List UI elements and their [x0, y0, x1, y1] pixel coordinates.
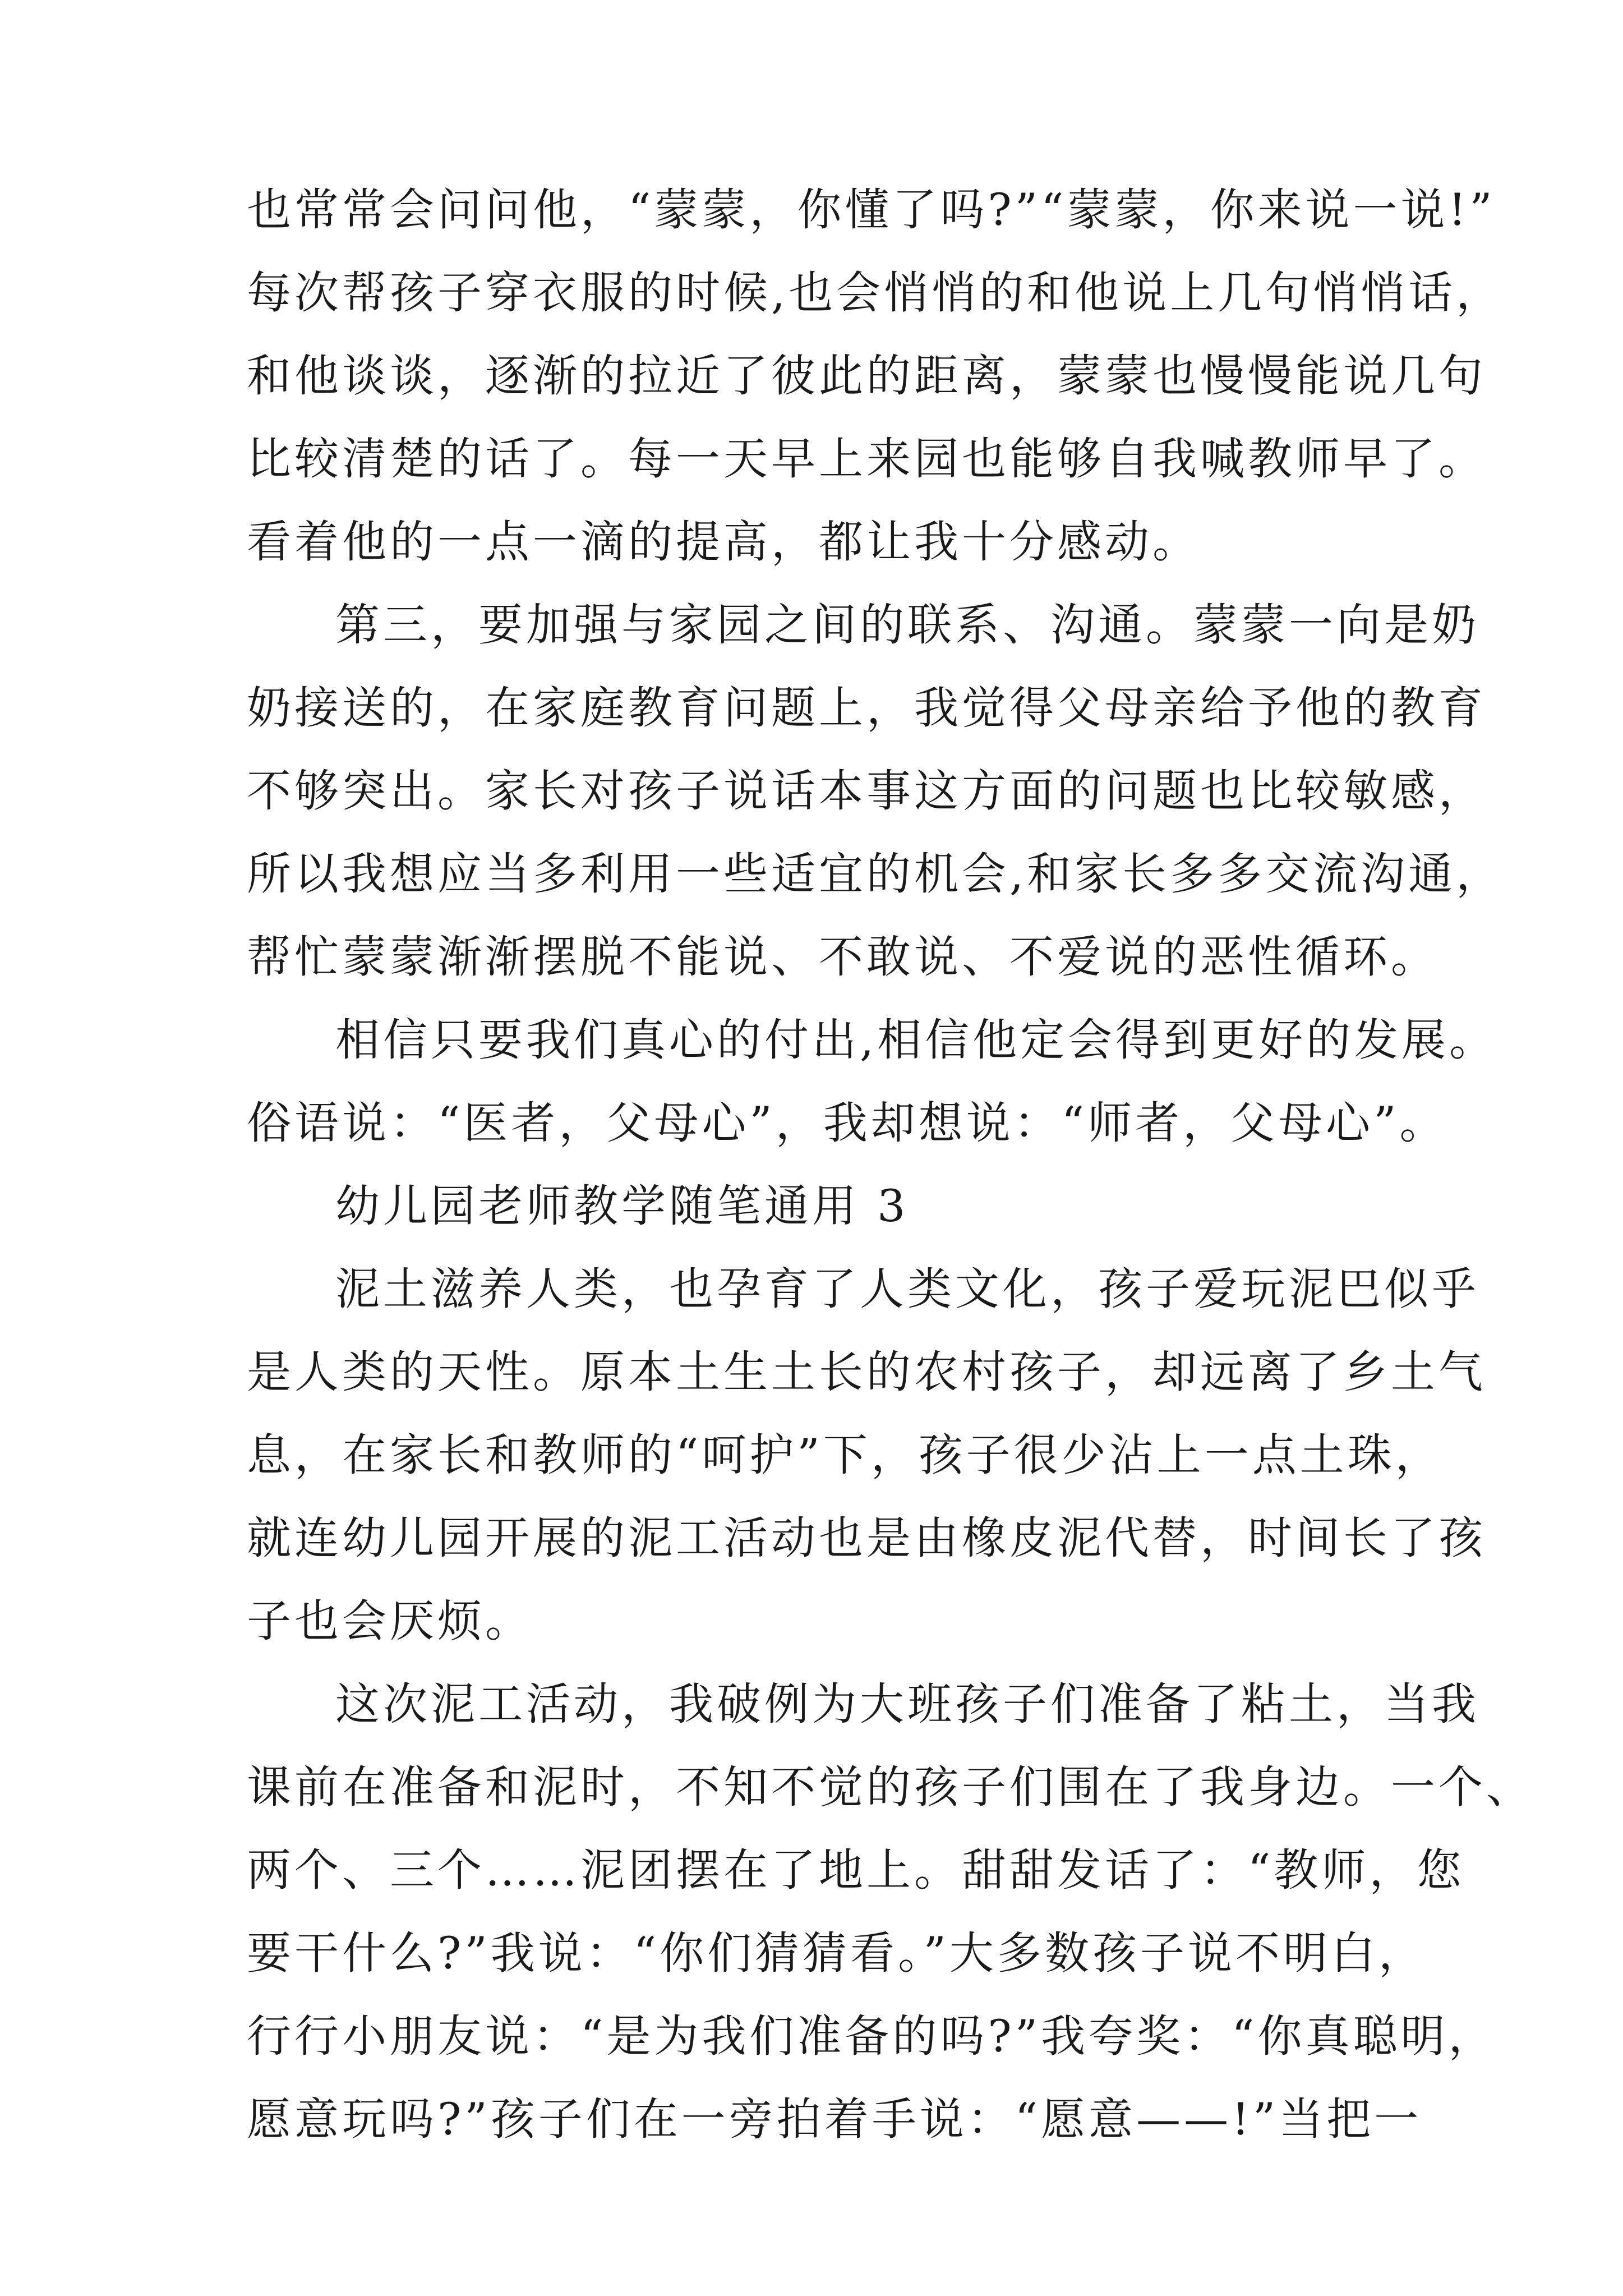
text-line: 要干什么?”我说：“你们猜猜看。”大多数孩子说不明白，	[247, 1927, 1427, 1979]
paragraph-start-line: 第三，要加强与家园之间的联系、沟通。蒙蒙一向是奶	[335, 599, 1479, 651]
text-line: 和他谈谈，逐渐的拉近了彼此的距离，蒙蒙也慢慢能说几句	[247, 350, 1486, 402]
text-line: 所以我想应当多利用一些适宜的机会,和家长多多交流沟通，	[247, 848, 1504, 900]
text-line: 是人类的天性。原本土生土长的农村孩子，却远离了乡土气	[247, 1346, 1486, 1398]
section-heading: 幼儿园老师教学随笔通用 3	[335, 1180, 909, 1232]
text-line: 愿意玩吗?”孩子们在一旁拍着手说：“愿意——!”当把一	[247, 2093, 1422, 2145]
text-line: 帮忙蒙蒙渐渐摆脱不能说、不敢说、不爱说的恶性循环。	[247, 931, 1438, 983]
text-line: 看着他的一点一滴的提高，都让我十分感动。	[247, 516, 1200, 568]
text-line: 也常常会问问他，“蒙蒙，你懂了吗?”“蒙蒙，你来说一说!”	[247, 184, 1496, 236]
text-line: 子也会厌烦。	[247, 1595, 533, 1647]
paragraph-start-line: 这次泥工活动，我破例为大班孩子们准备了粘土，当我	[335, 1678, 1479, 1730]
paragraph-start-line: 泥土滋养人类，也孕育了人类文化，孩子爱玩泥巴似乎	[335, 1263, 1479, 1315]
text-line: 奶接送的，在家庭教育问题上，我觉得父母亲给予他的教育	[247, 682, 1486, 734]
text-line: 行行小朋友说：“是为我们准备的吗?”我夸奖：“你真聪明，	[247, 2010, 1496, 2062]
text-line: 息，在家长和教师的“呵护”下，孩子很少沾上一点土珠，	[247, 1429, 1443, 1481]
text-line: 比较清楚的话了。每一天早上来园也能够自我喊教师早了。	[247, 433, 1486, 485]
text-line: 两个、三个……泥团摆在了地上。甜甜发话了：“教师，您	[247, 1844, 1465, 1896]
text-line: 不够突出。家长对孩子说话本事这方面的问题也比较敏感，	[247, 765, 1486, 817]
text-line: 课前在准备和泥时，不知不觉的孩子们围在了我身边。一个、	[247, 1761, 1534, 1813]
text-line: 俗语说：“医者，父母心”，我却想说：“师者，父母心”。	[247, 1097, 1447, 1149]
text-line: 就连幼儿园开展的泥工活动也是由橡皮泥代替，时间长了孩	[247, 1512, 1486, 1564]
body-text	[247, 168, 1534, 2161]
paragraph-start-line: 相信只要我们真心的付出,相信他定会得到更好的发展。	[335, 1014, 1497, 1066]
text-line: 每次帮孩子穿衣服的时候,也会悄悄的和他说上几句悄悄话，	[247, 267, 1504, 319]
